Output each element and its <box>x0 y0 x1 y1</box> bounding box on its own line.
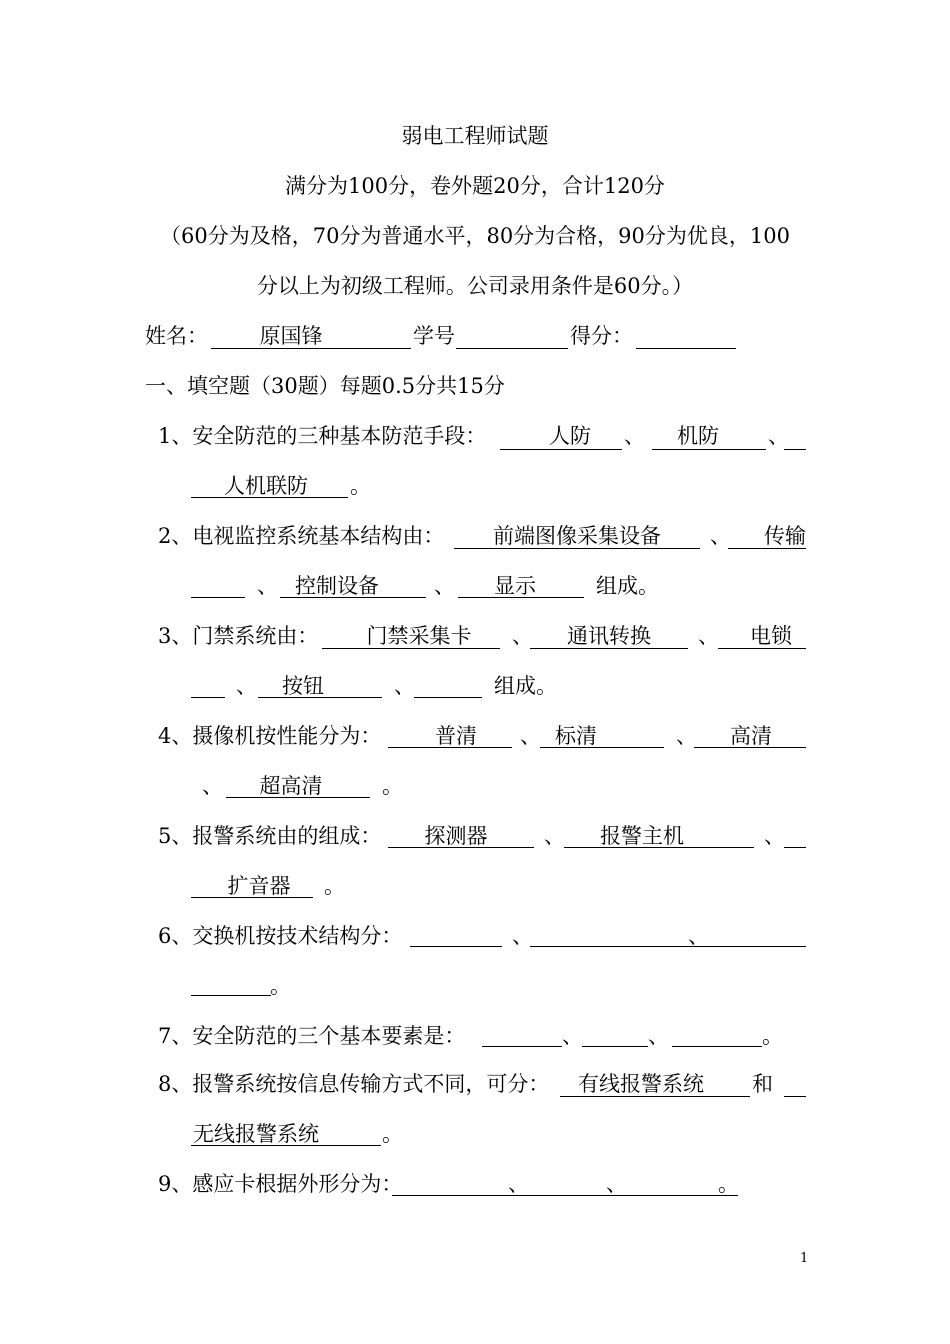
q2-answer-4: 显示 <box>494 574 536 598</box>
q1-answer-3: 人机联防 <box>224 474 308 498</box>
q4-answer-2: 标清 <box>555 724 597 748</box>
q3-answer-4: 按钮 <box>282 674 324 698</box>
q4-answer-3: 高清 <box>730 724 772 748</box>
q8-and: 和 <box>752 1072 773 1096</box>
q3-sep-3: 、 <box>236 674 257 698</box>
q6-blank-3[interactable] <box>191 995 271 996</box>
q7-blank-2[interactable] <box>582 1046 648 1047</box>
q6-blank-1[interactable] <box>410 946 502 947</box>
q8-end: 。 <box>382 1122 403 1146</box>
q3-sep-1: 、 <box>512 624 533 648</box>
question-5-text: 5、报警系统由的组成： <box>158 824 382 848</box>
q5-sep-1: 、 <box>544 824 565 848</box>
q5-blank-3a[interactable] <box>784 847 806 848</box>
id-blank[interactable] <box>456 348 568 349</box>
q3-tail: 组成。 <box>494 674 557 698</box>
q5-end: 。 <box>324 874 345 898</box>
q6-end: 。 <box>270 974 291 998</box>
q7-end: 。 <box>762 1024 783 1048</box>
q5-answer-2: 报警主机 <box>600 824 684 848</box>
q1-answer-1: 人防 <box>549 424 591 448</box>
question-4-text: 4、摄像机按性能分为： <box>158 724 382 748</box>
q2-sep-3: 、 <box>434 574 455 598</box>
q4-end: 。 <box>382 774 403 798</box>
q8-answer-1: 有线报警系统 <box>578 1072 704 1096</box>
note-line-2: 分以上为初级工程师。公司录用条件是60分。） <box>256 274 694 298</box>
q6-sep-1: 、 <box>512 924 533 948</box>
q4-sep-1: 、 <box>520 724 541 748</box>
q4-sep-3: 、 <box>202 774 223 798</box>
name-label: 姓名： <box>145 324 208 348</box>
q3-blank-5[interactable] <box>414 697 482 698</box>
q8-blank-2a[interactable] <box>784 1096 806 1097</box>
q2-sep-2: 、 <box>257 574 278 598</box>
q3-answer-1: 门禁采集卡 <box>366 624 472 648</box>
q3-answer-3: 电锁 <box>750 624 792 648</box>
q2-answer-1: 前端图像采集设备 <box>493 524 661 548</box>
q9-sep-1: 、 <box>508 1172 529 1196</box>
question-6-text: 6、交换机按技术结构分： <box>158 924 403 948</box>
q4-answer-4: 超高清 <box>259 774 323 798</box>
question-1-text: 1、安全防范的三种基本防范手段： <box>158 424 487 448</box>
q7-blank-1[interactable] <box>482 1046 562 1047</box>
section-heading: 一、填空题（30题）每题0.5分共15分 <box>145 374 505 398</box>
q8-answer-2: 无线报警系统 <box>193 1122 319 1146</box>
q2-sep-1: 、 <box>710 524 731 548</box>
q1-sep-2: 、 <box>768 424 789 448</box>
q4-sep-2: 、 <box>676 724 697 748</box>
q1-blank-3a[interactable] <box>784 449 806 450</box>
q3-sep-4: 、 <box>394 674 415 698</box>
question-9-text: 9、感应卡根据外形分为： <box>158 1172 403 1196</box>
q4-answer-1: 普清 <box>435 724 477 748</box>
q7-blank-3[interactable] <box>672 1046 762 1047</box>
q6-sep-2: 、 <box>688 924 709 948</box>
q2-answer-2: 传输 <box>764 524 806 548</box>
question-7-text: 7、安全防范的三个基本要素是： <box>158 1024 466 1048</box>
page-title: 弱电工程师试题 <box>401 124 549 148</box>
id-label: 学号 <box>413 324 455 348</box>
q6-blank-2[interactable] <box>530 946 806 947</box>
name-value: 原国锋 <box>259 324 323 348</box>
q2-answer-3: 控制设备 <box>295 574 379 598</box>
q3-answer-2: 通讯转换 <box>567 624 651 648</box>
question-8-text: 8、报警系统按信息传输方式不同，可分： <box>158 1072 550 1096</box>
score-blank[interactable] <box>636 348 736 349</box>
q1-sep-1: 、 <box>624 424 645 448</box>
question-3-text: 3、门禁系统由： <box>158 624 319 648</box>
q2-tail: 组成。 <box>596 574 659 598</box>
q1-end: 。 <box>350 474 371 498</box>
q7-sep-1: 、 <box>562 1024 583 1048</box>
note-line-1: （60分为及格，70分为普通水平，80分为合格，90分为优良，100 <box>160 224 790 248</box>
score-line: 满分为100分，卷外题20分，合计120分 <box>285 174 665 198</box>
q1-answer-2: 机防 <box>677 424 719 448</box>
q7-sep-2: 、 <box>648 1024 669 1048</box>
q5-answer-3: 扩音器 <box>227 874 291 898</box>
q9-sep-2: 、 <box>606 1172 627 1196</box>
q9-blank[interactable] <box>392 1195 738 1196</box>
q5-answer-1: 探测器 <box>424 824 488 848</box>
score-label: 得分： <box>570 324 633 348</box>
question-2-text: 2、电视监控系统基本结构由： <box>158 524 445 548</box>
q3-blank-3b[interactable] <box>191 697 225 698</box>
q2-blank-2b[interactable] <box>191 597 245 598</box>
q9-end: 。 <box>718 1172 739 1196</box>
page-number: 1 <box>800 1251 809 1266</box>
q3-sep-2: 、 <box>698 624 719 648</box>
q5-sep-2: 、 <box>764 824 785 848</box>
